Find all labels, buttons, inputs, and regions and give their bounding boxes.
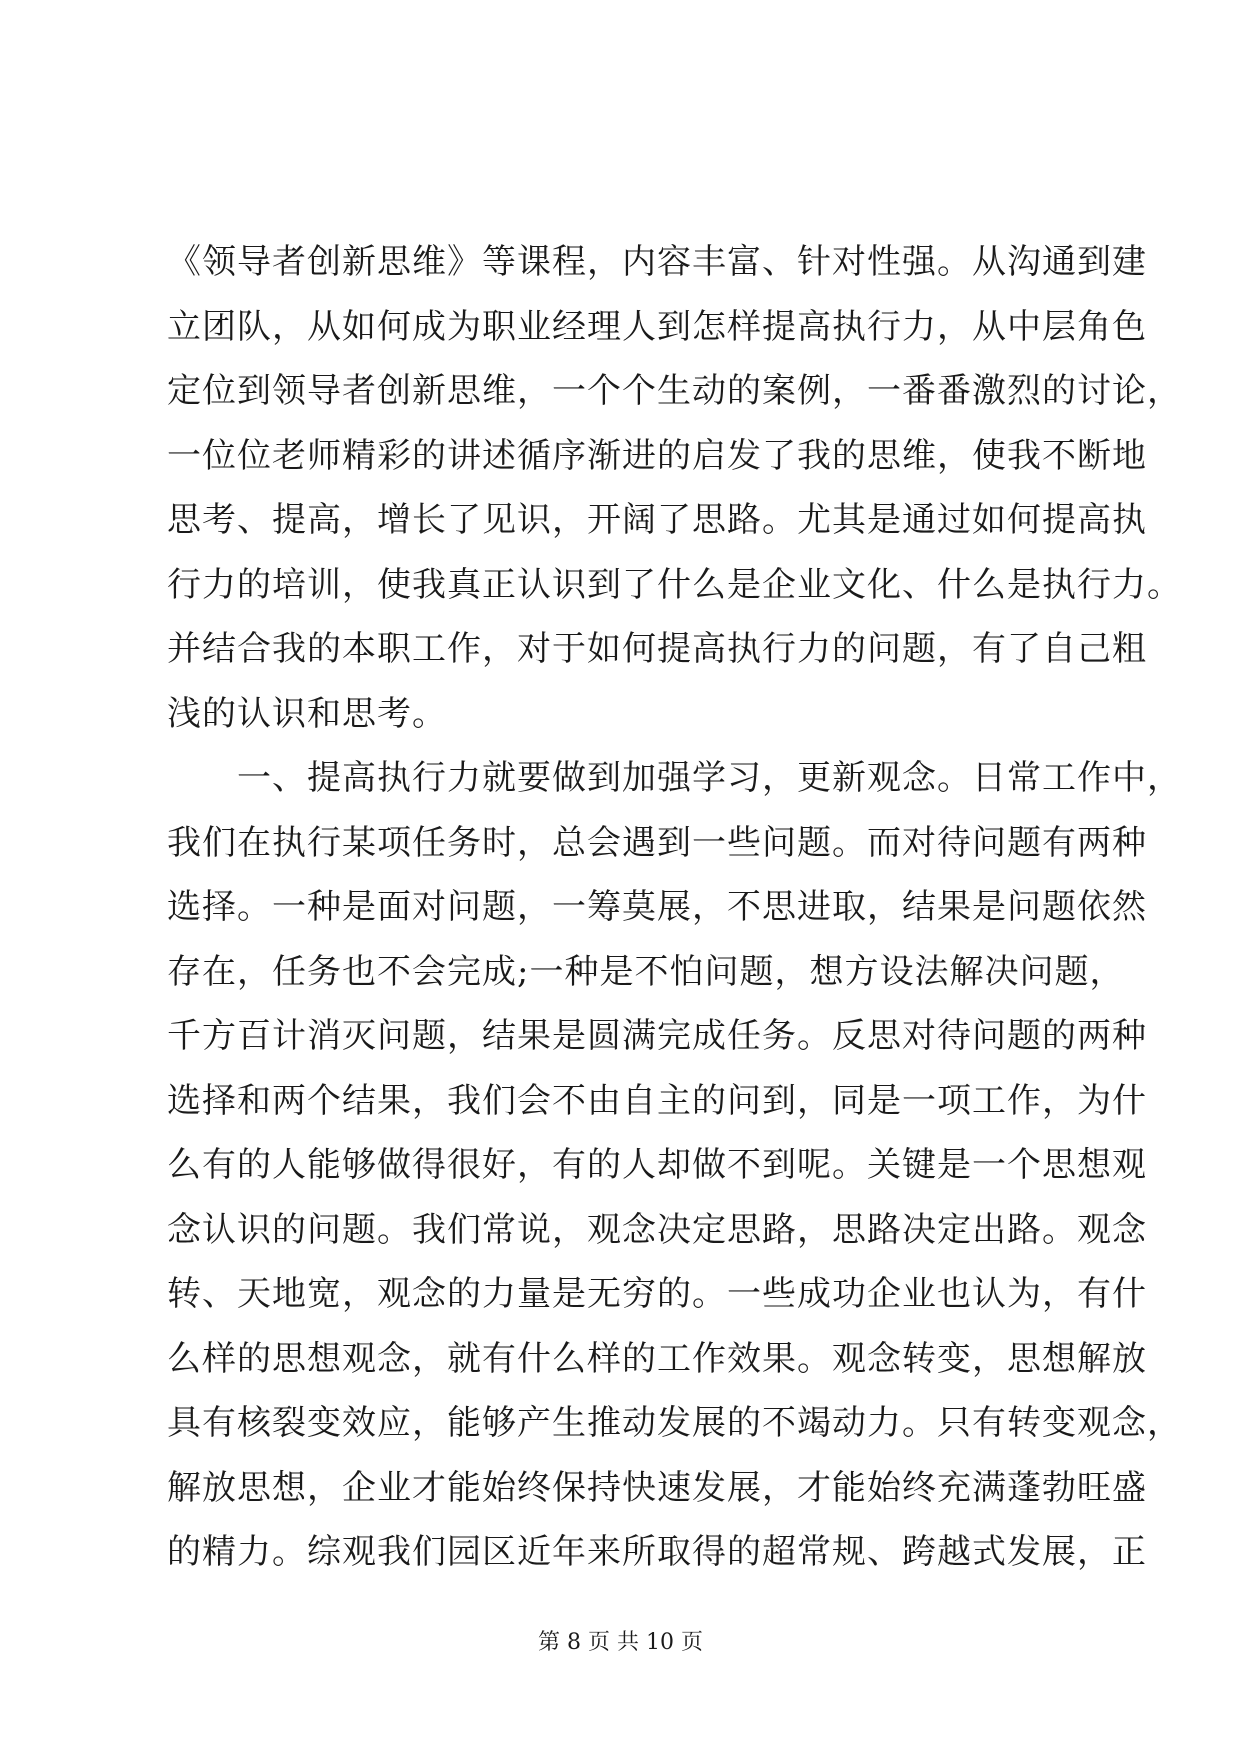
text-line: 千方百计消灭问题，结果是圆满完成任务。反思对待问题的两种 bbox=[167, 1016, 1147, 1056]
text-line: 思考、提高，增长了见识，开阔了思路。尤其是通过如何提高执 bbox=[167, 500, 1147, 540]
paragraph bbox=[167, 230, 1182, 746]
text-line: 并结合我的本职工作，对于如何提高执行力的问题，有了自己粗 bbox=[167, 629, 1147, 669]
text-line: 么样的思想观念，就有什么样的工作效果。观念转变，思想解放 bbox=[167, 1338, 1147, 1379]
text-line: 《领导者创新思维》等课程，内容丰富、针对性强。从沟通到建 bbox=[167, 242, 1147, 282]
text-line: 一、提高执行力就要做到加强学习，更新观念。日常工作中， bbox=[237, 758, 1182, 798]
text-line: 一位位老师精彩的讲述循序渐进的启发了我的思维，使我不断地 bbox=[167, 435, 1147, 476]
text-line: 选择。一种是面对问题，一筹莫展，不思进取，结果是问题依然 bbox=[167, 887, 1147, 927]
text-line: 具有核裂变效应，能够产生推动发展的不竭动力。只有转变观念， bbox=[167, 1403, 1182, 1443]
text-line: 定位到领导者创新思维，一个个生动的案例，一番番激烈的讨论， bbox=[167, 371, 1182, 411]
text-line: 转、天地宽，观念的力量是无穷的。一些成功企业也认为，有什 bbox=[167, 1274, 1147, 1314]
text-line: 行力的培训，使我真正认识到了什么是企业文化、什么是执行力。 bbox=[167, 564, 1182, 605]
text-line: 么有的人能够做得很好，有的人却做不到呢。关键是一个思想观 bbox=[167, 1145, 1147, 1185]
paragraph bbox=[167, 746, 1182, 1585]
text-line: 立团队，从如何成为职业经理人到怎样提高执行力，从中层角色 bbox=[167, 306, 1147, 347]
page-number: 第 8 页 共 10 页 bbox=[538, 1630, 703, 1655]
text-line: 念认识的问题。我们常说，观念决定思路，思路决定出路。观念 bbox=[167, 1209, 1147, 1250]
document-body bbox=[167, 230, 1182, 1585]
text-line: 我们在执行某项任务时，总会遇到一些问题。而对待问题有两种 bbox=[167, 822, 1147, 863]
text-line: 解放思想，企业才能始终保持快速发展，才能始终充满蓬勃旺盛 bbox=[167, 1467, 1147, 1508]
text-line: 的精力。综观我们园区近年来所取得的超常规、跨越式发展，正 bbox=[167, 1532, 1147, 1572]
text-line: 浅的认识和思考。 bbox=[167, 693, 447, 734]
text-line: 选择和两个结果，我们会不由自主的问到，同是一项工作，为什 bbox=[167, 1080, 1147, 1121]
text-line: 存在，任务也不会完成;一种是不怕问题，想方设法解决问题， bbox=[167, 951, 1125, 992]
